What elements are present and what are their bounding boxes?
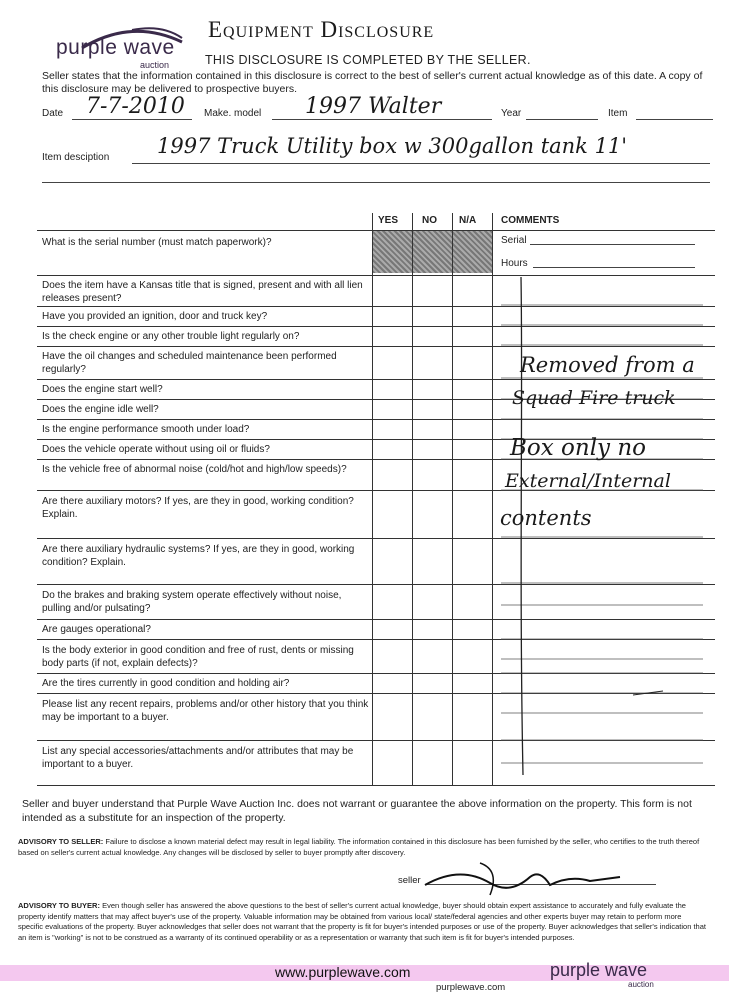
question-text: List any special accessories/attachments and/or attributes that may be important to a buyer. — [42, 746, 354, 770]
website-small: purplewave.com — [436, 982, 506, 993]
date-label: Date — [42, 108, 64, 119]
question-text: Does the item have a Kansas title that is signed, present and with all lien releases present? — [42, 280, 363, 304]
make-value: 1997 Walter — [305, 94, 442, 119]
advisory-buyer — [18, 901, 708, 943]
desc-line — [132, 159, 710, 164]
advisory-seller-text: Failure to disclose a known material defect may result in legal liability. The information contained in this disclosure has been furnished by the seller, who certifies to the truth thereof based on seller's current actual knowledge. Any changes will be disclosed by seller to buyer promptly after discovery. — [18, 837, 700, 857]
question-text: Are there auxiliary motors? If yes, are they in good, working condition? Explain. — [42, 496, 354, 520]
question-text: Does the engine idle well? — [42, 404, 159, 415]
advisory-seller-label: ADVISORY TO SELLER: — [18, 837, 104, 846]
question-text: Is the engine performance smooth under load? — [42, 424, 250, 435]
question-text: Is the body exterior in good condition and free of rust, dents or missing body parts (if not, explain defects)? — [42, 645, 354, 669]
desc-line-2 — [42, 180, 710, 183]
header-no: NO — [422, 215, 437, 226]
header-yes: YES — [378, 215, 399, 226]
item-line — [636, 115, 713, 120]
footer-logo-sub: auction — [628, 980, 654, 989]
question-text: Have you provided an ignition, door and truck key? — [42, 311, 268, 322]
handwritten-comment-line: Box only no — [510, 435, 647, 461]
question-row — [37, 230, 715, 276]
year-line — [526, 115, 598, 120]
year-label: Year — [501, 108, 522, 119]
question-text: Is the vehicle free of abnormal noise (cold/hot and high/low speeds)? — [42, 464, 347, 475]
date-value: 7-7-2010 — [86, 94, 185, 119]
handwritten-comment-line: External/Internal — [505, 470, 671, 492]
seller-signature — [420, 855, 630, 900]
question-text: Please list any recent repairs, problems and/or other history that you think may be important to a buyer. — [42, 699, 369, 723]
make-label: Make. model — [204, 108, 262, 119]
desc-label: Item desciption — [42, 152, 110, 163]
intro-text: Seller states that the information contained in this disclosure is correct to the best of seller's current actual knowledge as of this date. A copy of this disclosure may be delivered to prospective buyers. — [42, 70, 703, 95]
question-text: Have the oil changes and scheduled maintenance been performed regularly? — [42, 351, 337, 375]
question-text: Are gauges operational? — [42, 624, 151, 635]
page-title: Equipment Disclosure — [208, 17, 435, 42]
hours-label: Hours — [501, 258, 528, 269]
item-label: Item — [608, 108, 628, 119]
question-text: Does the engine start well? — [42, 384, 163, 395]
handwritten-comment-line: contents — [500, 506, 592, 530]
page-subtitle: THIS DISCLOSURE IS COMPLETED BY THE SELLER. — [205, 53, 531, 67]
serial-label: Serial — [501, 235, 527, 246]
warranty-statement: Seller and buyer understand that Purple Wave Auction Inc. does not warrant or guarantee the above information on the property. This form is not intended as a substitute for an inspection of the property. — [22, 798, 692, 824]
handwritten-comment-line: Squad Fire truck — [512, 387, 676, 409]
seller-label: seller — [398, 875, 421, 886]
footer-logo-text: purple wave — [550, 960, 648, 980]
logo-sub: auction — [140, 60, 170, 70]
question-text: Does the vehicle operate without using oil or fluids? — [42, 444, 270, 455]
question-text: Do the brakes and braking system operate effectively without noise, pulling and/or pulsating? — [42, 590, 342, 614]
desc-value: 1997 Truck Utility box w 300gallon tank 11' — [157, 134, 628, 158]
question-text: What is the serial number (must match paperwork)? — [42, 237, 272, 248]
comment-lines — [493, 275, 715, 785]
question-text: Are there auxiliary hydraulic systems? If yes, are they in good, working condition? Explain. — [42, 544, 355, 568]
advisory-buyer-text: Even though seller has answered the above questions to the best of seller's current actual knowledge, buyer should obtain expert assistance to accurately and fully evaluate the property identify matters that may affect buyer's use of the property. Valuable information may be obtained from various local/ state/federal agencies and other experts buyer may retain to perform more specific evaluations of the property. Buyer acknowledges that seller does not warrant that the property is fit for buyer's intended purposes or use of the property. Buyer acknowledges that seller's indication that an item is "working" is not to be construed as a warranty of its continued operability or as a representation or warranty that such item is fit for buyer's intended purposes. — [18, 901, 706, 942]
header-comments: COMMENTS — [501, 215, 560, 226]
header-na: N/A — [459, 215, 477, 226]
logo-text: purple wave — [56, 36, 175, 59]
question-text: Is the check engine or any other trouble light regularly on? — [42, 331, 300, 342]
question-text: Are the tires currently in good condition and holding air? — [42, 678, 290, 689]
advisory-buyer-label: ADVISORY TO BUYER: — [18, 901, 100, 910]
handwritten-comment-line: Removed from a — [520, 353, 695, 377]
website-link[interactable]: www.purplewave.com — [275, 964, 411, 980]
footer-logo — [550, 960, 670, 992]
